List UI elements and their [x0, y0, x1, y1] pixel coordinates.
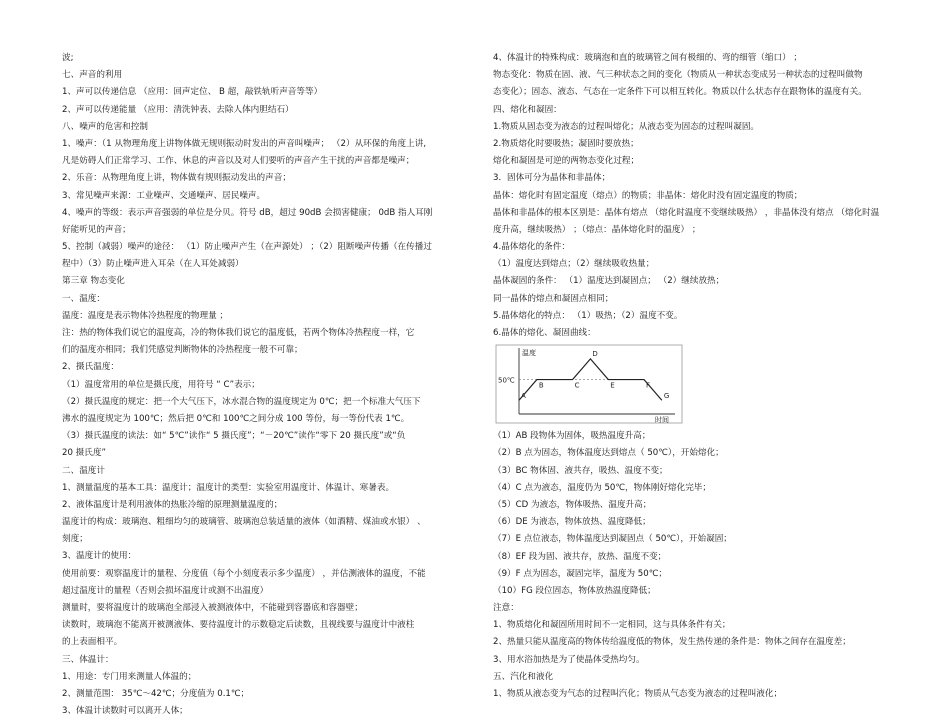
text-line: 五、汽化和液化	[493, 671, 554, 682]
text-line: 同一晶体的熔点和凝固点相同；	[493, 293, 614, 304]
text-line: （3）摄氏温度的读法：如“ 5℃”读作“ 5 摄氏度”；“－20℃”读作“零下 20 摄氏度”或“负	[62, 431, 406, 442]
point-label: G	[663, 392, 670, 401]
text-line: 二、温度计	[62, 465, 105, 476]
text-line: 1.物质从固态变为液态的过程叫熔化；从液态变为固态的过程叫凝固。	[493, 121, 760, 132]
text-line: 好能听见的声音；	[62, 224, 131, 235]
text-line: 超过温度计的量程（否则会损坏温度计或测不出温度）	[62, 585, 269, 596]
text-line: （1）AB 段物体为固体，吸热温度升高；	[493, 431, 651, 442]
text-line: 凡是妨碍人们正常学习、工作、休息的声音以及对人们要听的声音产生干扰的声音都是噪声；	[62, 156, 415, 167]
text-line: 们的温度亦相同；我们凭感觉判断物体的冷热程度一般不可靠；	[62, 345, 303, 356]
text-line: （7）E 点位液态，物体温度达到凝固点（ 50℃），开始凝固；	[493, 534, 732, 545]
text-line: 温度：温度是表示物体冷热程度的物理量 ；	[62, 310, 229, 321]
text-line: 1、物质熔化和凝固所用时间不一定相同，这与具体条件有关；	[493, 620, 731, 631]
right-top-text	[493, 50, 893, 342]
point-label: A	[521, 392, 526, 401]
text-line: 第三章 物态变化	[62, 276, 125, 287]
text-line: 测量时，要将温度计的玻璃泡全部浸入被测液体中，不能碰到容器底和容器壁；	[62, 603, 363, 613]
text-line: 度升高，继续吸热） ；（熔点：晶体熔化时的温度） ；	[493, 224, 701, 235]
text-line: 刻度；	[62, 534, 88, 545]
text-line: 4.晶体熔化的条件：	[493, 242, 570, 253]
text-line: 2、热量只能从温度高的物体传给温度低的物体，发生热传递的条件是：物体之间存在温度差；	[493, 637, 851, 648]
text-line: 1、用途：专门用来测量人体温的；	[62, 671, 197, 682]
text-line: （6）DE 为液态，物体放热、温度降低；	[493, 517, 651, 528]
right-bottom-text	[493, 428, 893, 703]
level-label: 50℃	[498, 376, 515, 385]
text-line: 使用前要：观察温度计的量程、分度值（每个小刻度表示多少温度） ，并估测液体的温度，不能	[62, 568, 426, 579]
text-line: （5）CD 为液态，物体吸热、温度升高；	[493, 499, 652, 510]
text-line: 4、噪声的等级：表示声音强弱的单位是分贝。符号 dB，超过 90dB 会损害健康； 0dB 指人耳刚	[62, 207, 433, 218]
text-line: 3、体温计读数时可以离开人体；	[62, 706, 188, 717]
text-line: 3、常见噪声来源：工业噪声、交通噪声、居民噪声。	[62, 190, 266, 201]
y-axis-label: 温度	[522, 349, 536, 358]
text-line: （8）EF 段为固、液共存，放热、温度不变；	[493, 551, 667, 562]
text-line: 2、乐音：从物理角度上讲，物体做有规则振动发出的声音；	[62, 173, 291, 184]
text-line: 八、噪声的危害和控制	[62, 121, 148, 132]
text-line: 3、温度计的使用：	[62, 551, 137, 562]
text-line: 3、用水浴加热是为了使晶体受热均匀。	[493, 654, 645, 665]
text-line: 注意：	[493, 603, 519, 614]
text-line: 晶体和非晶体的根本区别是：晶体有熔点 （熔化时温度不变继续吸热） ，非晶体没有熔点 （熔化时温	[493, 207, 880, 218]
text-line: 熔化和凝固是可逆的两物态变化过程；	[493, 156, 640, 167]
text-line: 一、温度：	[62, 293, 105, 304]
text-line: 5.晶体熔化的特点： （1）吸热；（2）温度不变。	[493, 310, 683, 321]
text-line: （1）温度达到熔点；（2）继续吸收热量；	[493, 259, 655, 270]
text-line: 三、体温计：	[62, 654, 114, 665]
text-line: 四、熔化和凝固：	[493, 104, 562, 115]
left-column	[62, 50, 467, 720]
text-line: 温度计的构成：玻璃泡、粗细均匀的玻璃管、玻璃泡总装适量的液体（如酒精、煤油或水银） 、	[62, 517, 426, 528]
text-line: 物态变化：物质在固、液、气三种状态之间的变化（物质从一种状态变成另一种状态的过程叫做物	[493, 70, 863, 81]
text-line: 2.物质熔化时要吸热；凝固时要放热；	[493, 138, 639, 149]
text-line: 晶体凝固的条件： （1）温度达到凝固点； （2）继续放热；	[493, 276, 725, 287]
text-line: 波;	[62, 53, 74, 63]
text-line: 2、声可以传递能量 （应用：清洗钟表、去除人体内胆结石）	[62, 104, 294, 115]
point-label: B	[538, 381, 544, 390]
text-line: 3．固体可分为晶体和非晶体；	[493, 173, 611, 184]
text-line: 4、体温计的特殊构成：玻璃泡和直的玻璃管之间有极细的、弯的细管（缩口） ；	[493, 53, 802, 63]
point-label: E	[610, 381, 615, 390]
text-line: 1、噪声：（1 从物理角度上讲物体做无规则振动时发出的声音叫噪声； （2）从环保的角度上讲,	[62, 138, 427, 149]
text-line: 的上表面相平。	[62, 637, 123, 648]
point-label: C	[574, 381, 580, 390]
text-line: 注：热的物体我们说它的温度高，冷的物体我们说它的温度低，若两个物体冷热程度一样，它	[62, 328, 415, 338]
text-line: 5、控制（减弱）噪声的途径： （1）防止噪声产生（在声源处） ；（2）阻断噪声传播（在传播过	[62, 242, 432, 253]
point-label: F	[646, 381, 651, 390]
melting-curve-chart	[495, 344, 683, 424]
text-line: 2、液体温度计是利用液体的热胀冷缩的原理测量温度的；	[62, 499, 283, 510]
text-line: （1）温度常用的单位是摄氏度，用符号 “ C”表示；	[62, 379, 260, 390]
text-line: 态变化）；固态、液态、气态在一定条件下可以相互转化。物质以什么状态存在跟物体的温度有关。	[493, 87, 867, 98]
text-line: 2、测量范围： 35℃～42℃；分度值为 0.1℃；	[62, 688, 250, 699]
text-line: 6.晶体的熔化、凝固曲线：	[493, 328, 596, 338]
text-line: （9）F 点为固态，凝固完毕，温度为 50℃；	[493, 568, 667, 579]
text-line: 晶体：熔化时有固定温度（熔点）的物质；非晶体：熔化时没有固定温度的物质；	[493, 190, 803, 201]
text-line: 1、声可以传递信息 （应用：回声定位、 B 超，敲铁轨听声音等等）	[62, 87, 323, 98]
text-line: （3）BC 物体固、液共存，吸热、温度不变；	[493, 465, 668, 476]
text-line: 程中）（3）防止噪声进入耳朵（在人耳处减弱）	[62, 259, 244, 270]
text-line: （2）摄氏温度的规定：把一个大气压下，冰水混合物的温度规定为 0℃；把一个标准大气压下	[62, 396, 421, 407]
text-line: 20 摄氏度”	[62, 448, 106, 459]
text-line: （2）B 点为固态，物体温度达到熔点（ 50℃），开始熔化；	[493, 448, 724, 459]
text-line: （10）FG 段位固态，物体放热温度降低；	[493, 585, 656, 596]
text-line: （4）C 点为液态，温度仍为 50℃，物体刚好熔化完毕；	[493, 482, 711, 493]
text-line: 沸水的温度规定为 100℃；然后把 0℃和 100℃之间分成 100 等份，每一等份代表 1℃。	[62, 413, 410, 424]
x-axis-label: 时间	[655, 416, 669, 425]
text-line: 1、测量温度的基本工具：温度计；温度计的类型：实验室用温度计、体温计、寒暑表。	[62, 482, 395, 493]
text-line: 七、声音的利用	[62, 70, 123, 81]
curve-line	[519, 359, 662, 400]
text-line: 1、物质从液态变为气态的过程叫汽化；物质从气态变为液态的过程叫液化；	[493, 689, 783, 699]
text-line: 2、摄氏温度：	[62, 362, 120, 373]
right-column	[493, 50, 893, 703]
text-line: 读数时，玻璃泡不能离开被测液体、要待温度计的示数稳定后读数，且视线要与温度计中液柱	[62, 620, 415, 631]
point-label: D	[592, 350, 598, 359]
